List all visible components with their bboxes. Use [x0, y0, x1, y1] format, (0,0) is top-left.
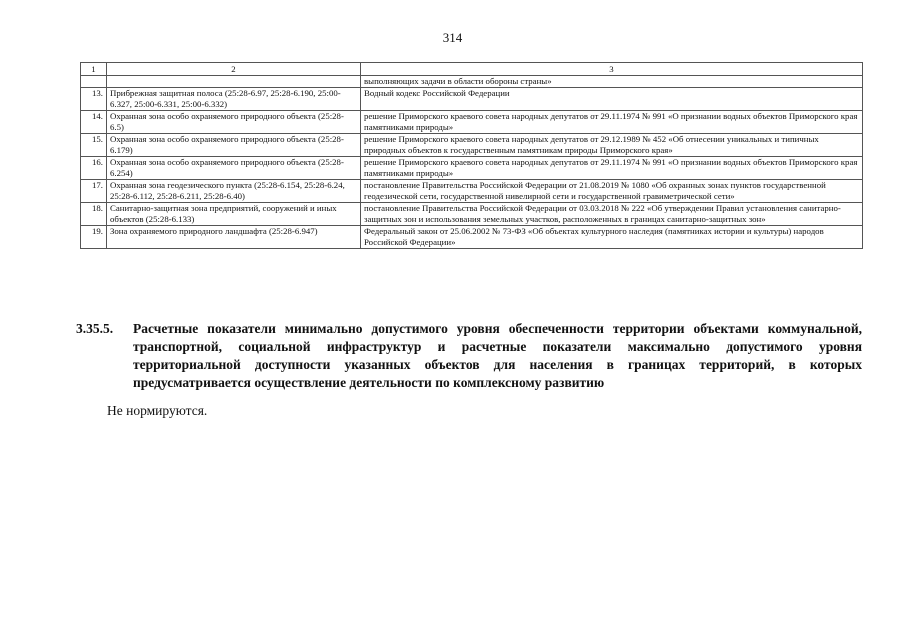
basis-cell: выполняющих задачи в области обороны страны» — [361, 76, 863, 88]
table-row — [81, 134, 863, 157]
zone-cell: Охранная зона геодезического пункта (25:28-6.154, 25:28-6.24, 25:28-6.112, 25:28-6.211, 25:28-6.40) — [107, 180, 361, 203]
row-num-cell: 15. — [81, 134, 107, 157]
basis-cell: Федеральный закон от 25.06.2002 № 73-ФЗ «Об объектах культурного наследия (памятниках истории и культуры) народов Российской Федерации» — [361, 226, 863, 249]
row-num-cell: 18. — [81, 203, 107, 226]
table-row — [81, 111, 863, 134]
zones-table — [80, 62, 863, 249]
zone-cell: Санитарно-защитная зона предприятий, сооружений и иных объектов (25:28-6.133) — [107, 203, 361, 226]
row-num-cell: 14. — [81, 111, 107, 134]
row-num-cell: 13. — [81, 88, 107, 111]
row-num-cell: 19. — [81, 226, 107, 249]
page-number: 314 — [442, 30, 463, 45]
zone-cell: Зона охраняемого природного ландшафта (25:28-6.947) — [107, 226, 361, 249]
column-header-2: 2 — [107, 63, 361, 76]
table-row — [81, 157, 863, 180]
row-num-cell — [81, 76, 107, 88]
row-num-cell: 17. — [81, 180, 107, 203]
column-header-1: 1 — [81, 63, 107, 76]
zone-cell: Прибрежная защитная полоса (25:28-6.97, 25:28-6.190, 25:00-6.327, 25:00-6.331, 25:00-6.332) — [107, 88, 361, 111]
table-row — [81, 226, 863, 249]
table-row — [81, 203, 863, 226]
zone-cell — [107, 76, 361, 88]
zone-cell: Охранная зона особо охраняемого природного объекта (25:28-6.5) — [107, 111, 361, 134]
basis-cell: постановление Правительства Российской Федерации от 21.08.2019 № 1080 «Об охранных зонах пунктов государственной геодезической сети, государственной нивелирной сети и государственной гравиметрической сети» — [361, 180, 863, 203]
zone-cell: Охранная зона особо охраняемого природного объекта (25:28-6.254) — [107, 157, 361, 180]
note-text: Не нормируются. — [107, 403, 208, 418]
basis-cell: решение Приморского краевого совета народных депутатов от 29.11.1974 № 991 «О признании водных объектов Приморского края памятниками природы» — [361, 111, 863, 134]
section-heading — [76, 320, 862, 392]
row-num-cell: 16. — [81, 157, 107, 180]
section-number: 3.35.5. — [76, 321, 114, 336]
table-row — [81, 88, 863, 111]
basis-cell: решение Приморского краевого совета народных депутатов от 29.11.1974 № 991 «О признании водных объектов Приморского края памятниками природы» — [361, 157, 863, 180]
table-row — [81, 180, 863, 203]
column-header-3: 3 — [361, 63, 863, 76]
zone-cell: Охранная зона особо охраняемого природного объекта (25:28-6.179) — [107, 134, 361, 157]
basis-cell: Водный кодекс Российской Федерации — [361, 88, 863, 111]
section-title: Расчетные показатели минимально допустимого уровня обеспеченности территории объектами коммунальной, транспортной, социальной инфраструктур и расчетные показатели максимально допустимого уровня территориальной доступности указанных объектов для населения в границах территорий, в которых предусматривается осуществление деятельности по комплексному развитию — [133, 321, 862, 390]
basis-cell: решение Приморского краевого совета народных депутатов от 29.12.1989 № 452 «Об отнесении уникальных и типичных природных объектов к государственным памятникам природы Приморского края» — [361, 134, 863, 157]
table-row-continuation — [81, 76, 863, 88]
table-header-row — [81, 63, 863, 76]
basis-cell: постановление Правительства Российской Федерации от 03.03.2018 № 222 «Об утверждении Правил установления санитарно-защитных зон и использования земельных участков, расположенных в границах санитарно-защитных зон» — [361, 203, 863, 226]
